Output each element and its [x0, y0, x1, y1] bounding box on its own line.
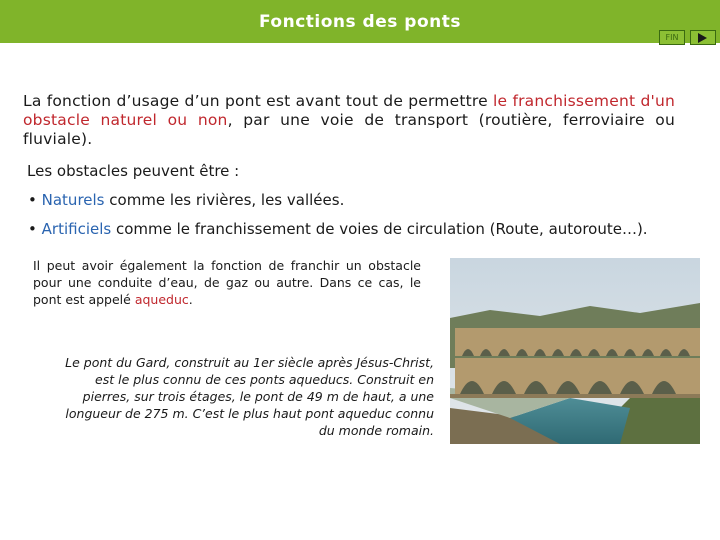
next-button[interactable]	[690, 30, 716, 45]
list-item-text: comme le franchissement de voies de circulation (Route, autoroute…).	[111, 220, 648, 238]
obstacles-heading: Les obstacles peuvent être :	[27, 162, 240, 180]
pont-du-gard-photo	[450, 258, 700, 444]
aqueduc-keyword: aqueduc	[134, 292, 189, 307]
aqueduc-paragraph	[33, 257, 421, 308]
page-title: Fonctions des ponts	[259, 12, 461, 32]
intro-paragraph	[23, 92, 675, 149]
intro-text-start: La fonction d’usage d’un pont est avant tout de permettre	[23, 92, 494, 110]
aqueduc-text-end: .	[188, 292, 193, 307]
play-arrow-icon	[698, 33, 707, 43]
list-item-text: comme les rivières, les vallées.	[104, 191, 345, 209]
bullet-icon: •	[28, 191, 37, 209]
list-item-keyword: Naturels	[41, 191, 105, 209]
header-bar	[0, 0, 720, 43]
fin-button[interactable]: FIN	[659, 30, 685, 45]
intro-text-end: , par une voie de transport (routière, ferroviaire ou fluviale).	[23, 111, 675, 148]
bullet-icon: •	[28, 220, 37, 238]
intro-highlight: le franchissement d'un obstacle naturel ou non	[23, 92, 675, 129]
list-item-keyword: Artificiels	[41, 220, 112, 238]
list-item	[28, 191, 344, 209]
list-item	[28, 220, 648, 238]
photo-caption: Le pont du Gard, construit au 1er siècle après Jésus-Christ, est le plus connu de ces ponts aqueducs. Construit en pierres, sur trois étages, le pont de 49 m de haut, a une longueur de 275 m. C’est le plus haut pont aqueduc connu du monde romain.	[65, 355, 434, 438]
aqueduc-text: Il peut avoir également la fonction de franchir un obstacle pour une conduite d’eau, de gaz ou autre. Dans ce cas, le pont est appelé	[33, 258, 421, 307]
